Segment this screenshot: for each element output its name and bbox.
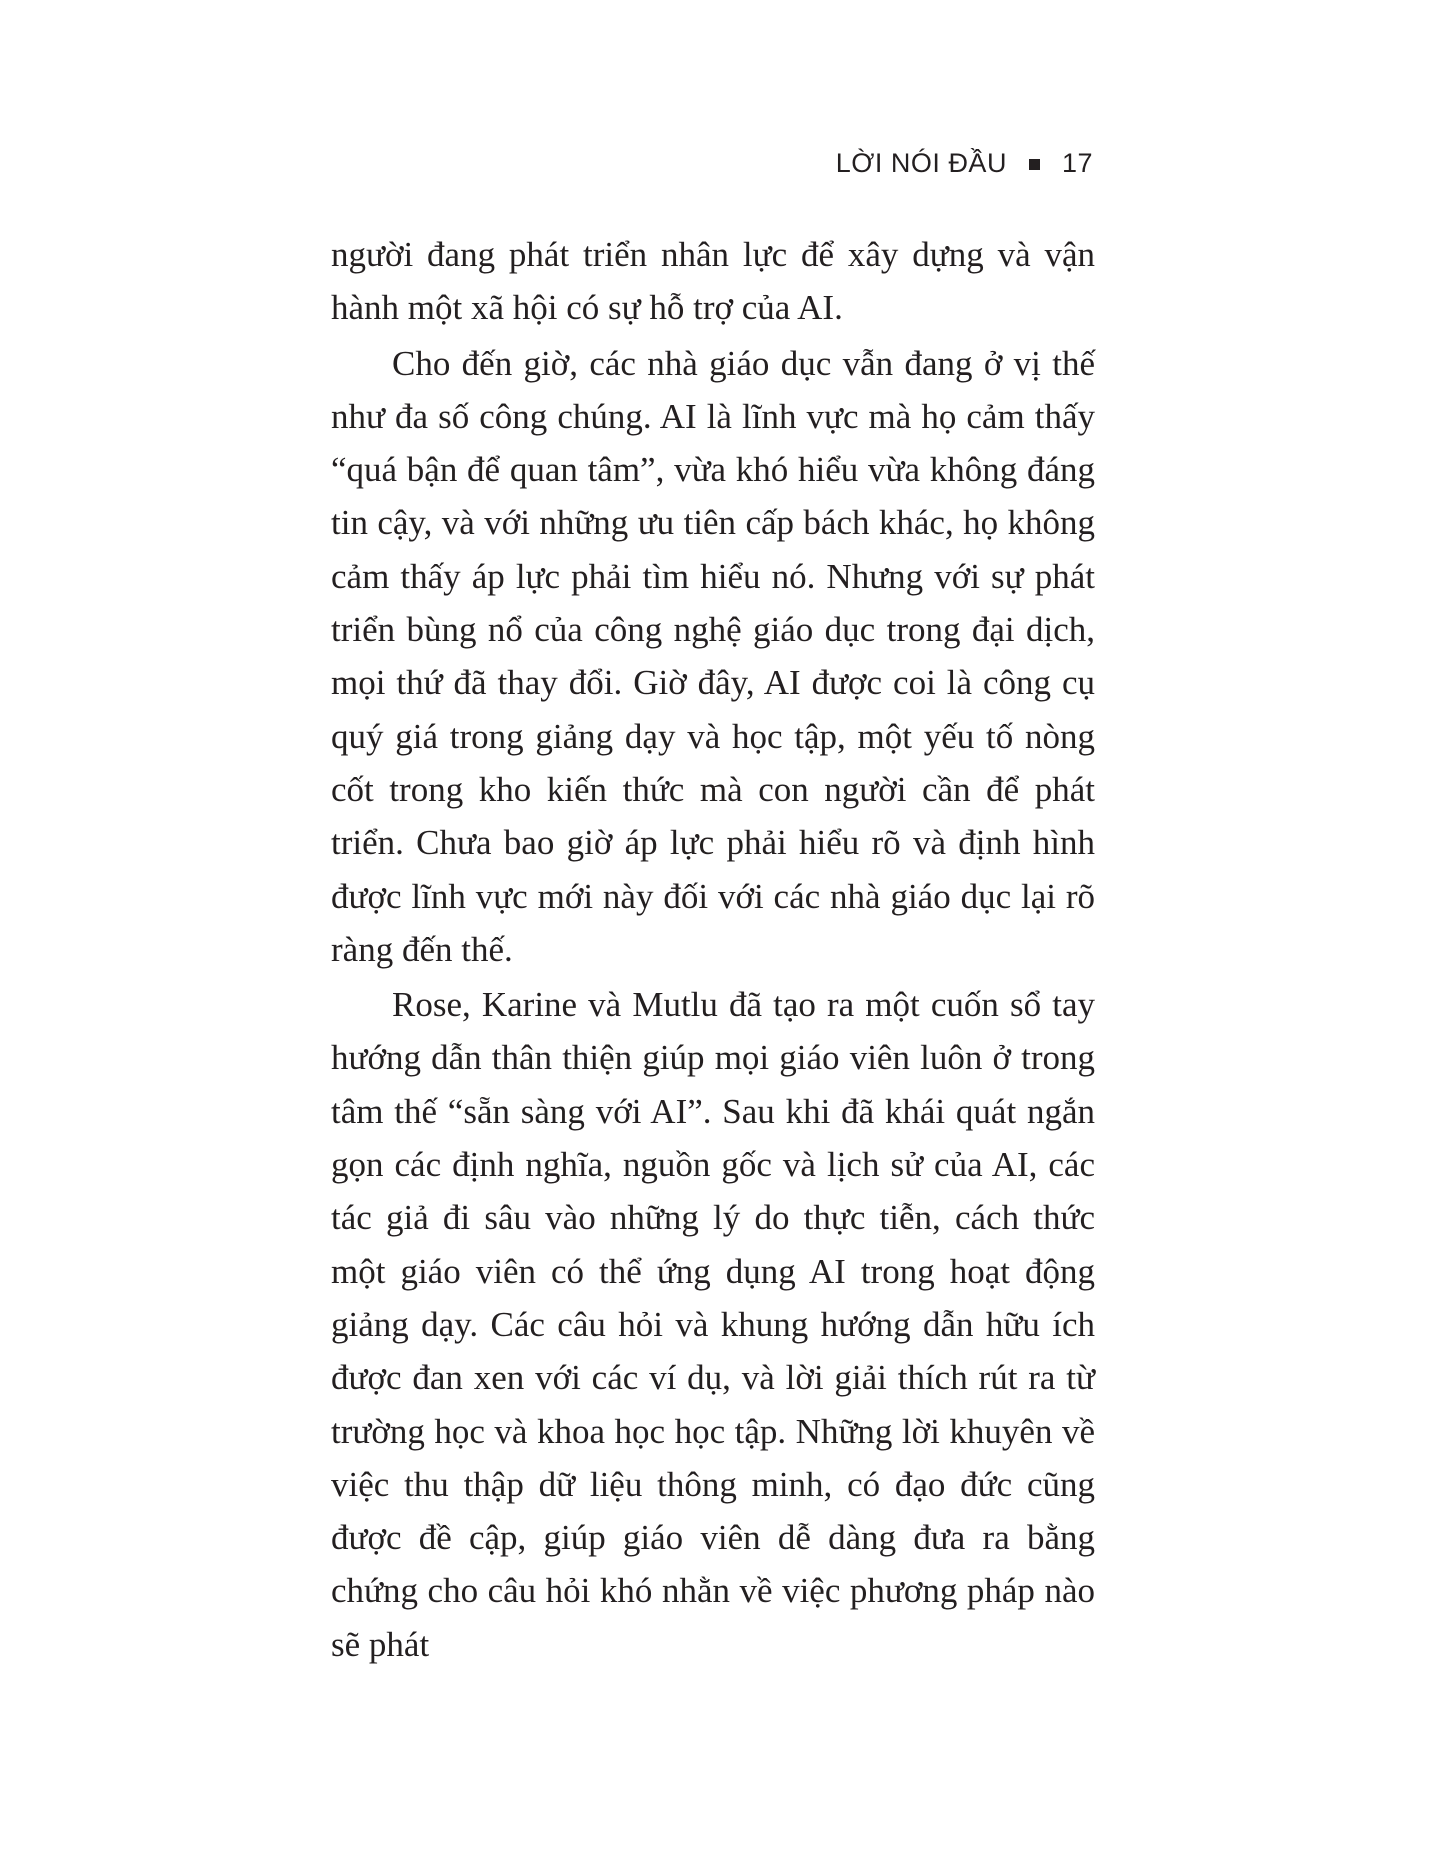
paragraph-1: người đang phát triển nhân lực để xây dựng và vận hành một xã hội có sự hỗ trợ của AI. [331,235,1095,328]
body-text [331,228,1095,1671]
running-header [836,148,1093,179]
paragraph-3: Rose, Karine và Mutlu đã tạo ra một cuốn sổ tay hướng dẫn thân thiện giúp mọi giáo viên luôn ở trong tâm thế “sẵn sàng với AI”. Sau khi đã khái quát ngắn gọn các định nghĩa, nguồn gốc và lịch sử của AI, các tác giả đi sâu vào những lý do thực tiễn, cách thức một giáo viên có thể ứng dụng AI trong hoạt động giảng dạy. Các câu hỏi và khung hướng dẫn hữu ích được đan xen với các ví dụ, và lời giải thích rút ra từ trường học và khoa học học tập. Những lời khuyên về việc thu thập dữ liệu thông minh, có đạo đức cũng được đề cập, giúp giáo viên dễ dàng đưa ra bằng chứng cho câu hỏi khó nhằn về việc phương pháp nào sẽ phát [331,985,1095,1664]
section-title: LỜI NÓI ĐẦU [835,148,1007,178]
page-number: 17 [1061,148,1093,178]
paragraph-2: Cho đến giờ, các nhà giáo dục vẫn đang ở vị thế như đa số công chúng. AI là lĩnh vực mà họ cảm thấy “quá bận để quan tâm”, vừa khó hiểu vừa không đáng tin cậy, và với những ưu tiên cấp bách khác, họ không cảm thấy áp lực phải tìm hiểu nó. Nhưng với sự phát triển bùng nổ của công nghệ giáo dục trong đại dịch, mọi thứ đã thay đổi. Giờ đây, AI được coi là công cụ quý giá trong giảng dạy và học tập, một yếu tố nòng cốt trong kho kiến thức mà con người cần để phát triển. Chưa bao giờ áp lực phải hiểu rõ và định hình được lĩnh vực mới này đối với các nhà giáo dục lại rõ ràng đến thế. [331,343,1095,969]
square-bullet-icon [1029,159,1040,170]
